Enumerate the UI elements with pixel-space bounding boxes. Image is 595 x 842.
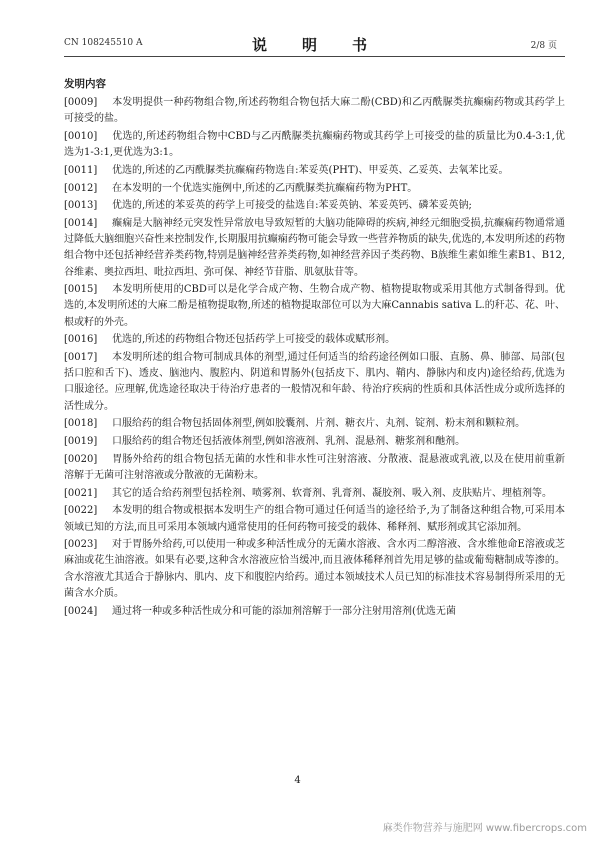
header-rule xyxy=(64,56,565,57)
paragraph-number: [0024] xyxy=(64,605,98,617)
paragraph-text: 其它的适合给药剂型包括栓剂、喷雾剂、软膏剂、乳膏剂、凝胶剂、吸入剂、皮肤贴片、埋植剂等。 xyxy=(112,487,552,499)
paragraph-text: 优选的,所述的药物组合物还包括药学上可接受的载体或赋形剂。 xyxy=(112,334,396,346)
paragraph xyxy=(64,332,565,348)
paragraph-text: 本发明所述的组合物可制成具体的剂型,通过任何适当的给药途径例如口服、直肠、鼻、肺部、局部(包括口腔和舌下)、透皮、脑池内、腹腔内、阴道和胃肠外(包括皮下、肌内、鞘内、静脉内和皮内)途径给药,优选为口服途径。应理解,优选途径取决于待治疗患者的一般情况和年龄、待治疗疾病的性质和具体活性成分或所选择的活性成分。 xyxy=(64,352,565,412)
page-number: 4 xyxy=(294,775,301,786)
paragraph-number: [0014] xyxy=(64,217,98,229)
paragraph-number: [0009] xyxy=(64,97,98,108)
paragraph-number: [0017] xyxy=(64,352,98,364)
doc-title: 说 明 书 xyxy=(251,36,377,54)
paragraph xyxy=(64,503,565,535)
paragraph-number: [0019] xyxy=(64,436,98,448)
watermark: 麻类作物营养与施肥网 www.fibercrops.com xyxy=(382,823,587,834)
paragraph xyxy=(64,181,565,197)
paragraph-text: 对于胃肠外给药,可以使用一种或多种活性成分的无菌水溶液、含水丙二醇溶液、含水维他命E溶液或芝麻油或花生油溶液。如果有必要,这种含水溶液应恰当缓冲,而且液体稀释剂首先用足够的盐或葡萄糖制成等渗的。含水溶液尤其适合于静脉内、肌内、皮下和腹腔内给药。通过本领域技术人员已知的标准技术容易制得所采用的无菌含水介质。 xyxy=(64,539,565,599)
paragraph-number: [0021] xyxy=(64,487,98,499)
doc-number: CN 108245510 A xyxy=(64,38,143,48)
paragraph-text: 本发明的组合物或根据本发明生产的组合物可通过任何适当的途径给予,为了制备这种组合物,可采用本领域已知的方法,而且可采用本领域内通常使用的任何药物可接受的载体、稀释剂、赋形剂或其它添加剂。 xyxy=(64,505,565,533)
paragraph-number: [0013] xyxy=(64,200,98,212)
paragraph-number: [0022] xyxy=(64,505,98,517)
paragraph-number: [0010] xyxy=(64,130,98,142)
paragraph-text: 优选的,所述药物组合物中CBD与乙丙酰脲类抗癫痫药物或其药学上可接受的盐的质量比为0.4-3:1,优选为1-3:1,更优选为3:1。 xyxy=(64,130,565,159)
paragraph xyxy=(64,604,565,620)
paragraph xyxy=(64,416,565,432)
paragraph-text: 优选的,所述的苯妥英的药学上可接受的盐选自:苯妥英钠、苯妥英钙、磷苯妥英钠; xyxy=(112,200,472,212)
document-body xyxy=(64,76,565,621)
paragraph xyxy=(64,282,565,331)
paragraph xyxy=(64,434,565,450)
paragraph-number: [0023] xyxy=(64,539,98,551)
paragraph-text: 癫痫是大脑神经元突发性异常放电导致短暂的大脑功能障碍的疾病,神经元细胞受损,抗癫痫药物通常通过降低大脑细胞兴奋性来控制发作,长期服用抗癫痫药物可能会导致一些营养物质的缺失,优选的,本发明所述的药物组合物中还包括神经营养类药物,特别是脑神经营养类药物,如神经营养因子类药物、B族维生素如维生素B1、B12,谷维素、奥拉西坦、吡拉西坦、弥可保、神经节苷脂、肌氨肽苷等。 xyxy=(64,217,565,278)
paragraph-number: [0012] xyxy=(64,182,98,194)
paragraph xyxy=(64,95,565,127)
paragraph-text: 通过将一种或多种活性成分和可能的添加剂溶解于一部分注射用溶剂(优选无菌 xyxy=(112,605,456,617)
paragraph xyxy=(64,350,565,415)
paragraph-text: 口服给药的组合物还包括液体剂型,例如溶液剂、乳剂、混悬剂、糖浆剂和酏剂。 xyxy=(112,436,466,448)
paragraph xyxy=(64,537,565,602)
paragraph-list xyxy=(64,95,565,620)
page-info: 2/8 页 xyxy=(530,41,557,51)
paragraph-number: [0016] xyxy=(64,334,98,346)
paragraph-number: [0020] xyxy=(64,453,98,465)
section-title: 发明内容 xyxy=(64,78,106,90)
paragraph xyxy=(64,163,565,179)
paragraph xyxy=(64,452,565,484)
paragraph-number: [0018] xyxy=(64,418,98,430)
paragraph-number: [0011] xyxy=(64,164,98,176)
paragraph-text: 优选的,所述的乙丙酰脲类抗癫痫药物选自:苯妥英(PHT)、甲妥英、乙妥英、去氧苯比妥。 xyxy=(112,164,509,176)
paragraph-text: 本发明提供一种药物组合物,所述药物组合物包括大麻二酚(CBD)和乙丙酰脲类抗癫痫药物或其药学上可接受的盐。 xyxy=(64,97,565,125)
paragraph xyxy=(64,216,565,281)
paragraph-number: [0015] xyxy=(64,284,98,296)
paragraph-text: 本发明所使用的CBD可以是化学合成产物、生物合成产物、植物提取物或采用其他方式制备得到。优选的,本发明所述的大麻二酚是植物提取物,所述的植物提取部位可以为大麻Cannabis sativa L.的秆芯、花、叶、根或籽的外壳。 xyxy=(64,284,565,328)
paragraph-text: 在本发明的一个优选实施例中,所述的乙丙酰脲类抗癫痫药物为PHT。 xyxy=(112,182,418,194)
page-header xyxy=(64,34,565,54)
paragraph-text: 口服给药的组合物包括固体剂型,例如胶囊剂、片剂、糖衣片、丸剂、锭剂、粉末剂和颗粒剂。 xyxy=(112,418,526,430)
paragraph-text: 胃肠外给药的组合物包括无菌的水性和非水性可注射溶液、分散液、混悬液或乳液,以及在使用前重新溶解于无菌可注射溶液或分散液的无菌粉末。 xyxy=(64,453,565,481)
paragraph xyxy=(64,486,565,502)
paragraph xyxy=(64,129,565,161)
paragraph xyxy=(64,198,565,214)
